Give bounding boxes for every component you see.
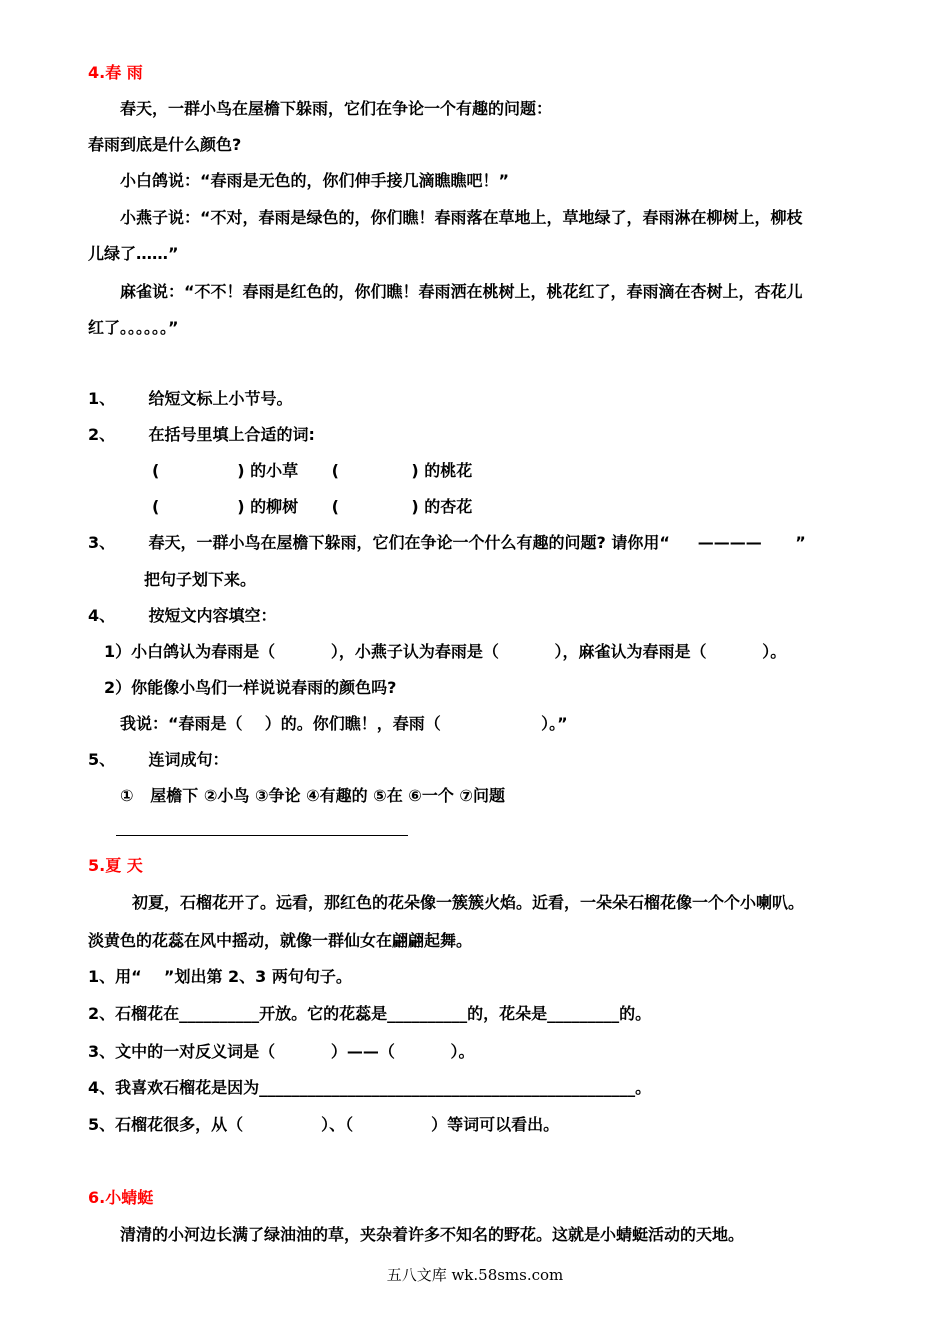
- paragraph: 小白鸽说：“春雨是无色的，你们伸手接几滴瞧瞧吧！”: [120, 171, 510, 190]
- paragraph: 麻雀说：“不不！春雨是红色的，你们瞧！春雨洒在桃树上，桃花红了，春雨滴在杏树上，杏花儿: [120, 282, 803, 301]
- word-list: ① 屋檐下 ②小鸟 ③争论 ④有趣的 ⑤在 ⑥一个 ⑦问题: [120, 786, 505, 805]
- question: 5、石榴花很多，从（ ）、（ ）等词可以看出。: [88, 1115, 560, 1134]
- footer-watermark: 五八文库 wk.58sms.com: [386, 1266, 564, 1284]
- question: 2、石榴花在__________开放。它的花蕊是__________的，花朵是_________的。: [88, 1004, 652, 1023]
- answer-line: [116, 835, 408, 836]
- paragraph: 小燕子说：“不对，春雨是绿色的，你们瞧！春雨落在草地上，草地绿了，春雨淋在柳树上，柳枝: [120, 208, 803, 227]
- fill-blank-row: ( ) 的柳树 ( ) 的杏花: [152, 497, 473, 516]
- sub-question: 我说：“春雨是（ ）的。你们瞧！，春雨（ ）。”: [120, 714, 568, 733]
- sub-question: 1）小白鸽认为春雨是（ ），小燕子认为春雨是（ ），麻雀认为春雨是（ ）。: [104, 642, 787, 661]
- paragraph: 清清的小河边长满了绿油油的草，夹杂着许多不知名的野花。这就是小蜻蜓活动的天地。: [120, 1225, 745, 1244]
- question: 1、用“ ”划出第 2、3 两句句子。: [88, 967, 352, 986]
- question: 2、 在括号里填上合适的词:: [88, 425, 315, 444]
- section-title: 6.小蜻蜓: [88, 1188, 154, 1207]
- paragraph: 红了。。。。。。”: [88, 318, 179, 337]
- question: 把句子划下来。: [144, 570, 257, 589]
- question: 3、 春天，一群小鸟在屋檐下躲雨，它们在争论一个什么有趣的问题? 请你用“ ———— ”: [88, 533, 806, 552]
- paragraph: 淡黄色的花蕊在风中摇动，就像一群仙女在翩翩起舞。: [88, 931, 473, 950]
- question: 5、 连词成句：: [88, 750, 229, 769]
- question: 4、我喜欢石榴花是因为_______________________________________________。: [88, 1078, 652, 1097]
- paragraph: 春天，一群小鸟在屋檐下躲雨，它们在争论一个有趣的问题：: [120, 99, 553, 118]
- paragraph: 春雨到底是什么颜色?: [88, 135, 242, 154]
- question: 1、 给短文标上小节号。: [88, 389, 293, 408]
- section-title: 5.夏 天: [88, 856, 143, 875]
- question: 4、 按短文内容填空：: [88, 606, 277, 625]
- question: 3、文中的一对反义词是（ ）——（ ）。: [88, 1042, 475, 1061]
- section-title: 4.春 雨: [88, 63, 143, 82]
- sub-question: 2）你能像小鸟们一样说说春雨的颜色吗?: [104, 678, 397, 697]
- paragraph: 儿绿了……”: [88, 244, 179, 263]
- fill-blank-row: ( ) 的小草 ( ) 的桃花: [152, 461, 473, 480]
- paragraph: 初夏，石榴花开了。远看，那红色的花朵像一簇簇火焰。近看，一朵朵石榴花像一个个小喇叭。: [132, 893, 805, 912]
